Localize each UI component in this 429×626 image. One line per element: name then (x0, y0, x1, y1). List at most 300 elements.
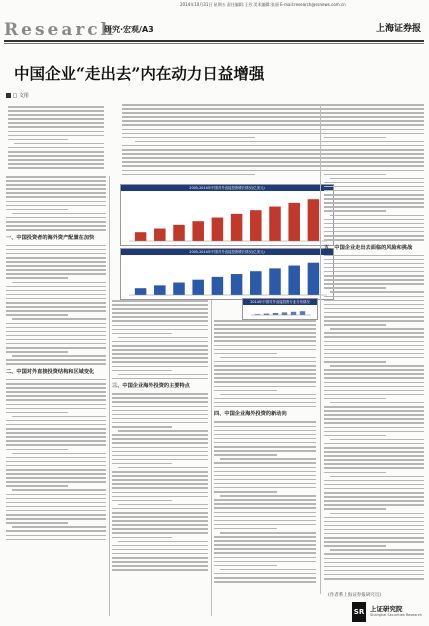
text-line (324, 165, 424, 167)
text-line (6, 269, 106, 271)
text-line (112, 447, 208, 449)
text-line (112, 500, 172, 502)
text-line (122, 120, 336, 122)
text-line (214, 520, 316, 522)
text-line (324, 422, 424, 424)
text-line (6, 245, 106, 247)
text-line (324, 312, 424, 314)
text-line (6, 221, 106, 223)
chart-bar (192, 221, 204, 241)
text-line (324, 120, 424, 122)
text-line (214, 487, 316, 489)
chart-1-title: 2005-2014年中国对外直接投资增长情况(亿美元) (121, 185, 333, 191)
author-marker (6, 93, 11, 98)
text-line (6, 444, 106, 446)
text-line (324, 504, 424, 506)
chart-1 (120, 184, 334, 246)
text-line (6, 436, 106, 438)
text-line (112, 463, 172, 465)
abstract-text (8, 106, 104, 169)
page-header (0, 0, 429, 45)
text-line (324, 386, 424, 388)
text-line (6, 180, 106, 182)
text-line (6, 310, 106, 312)
text-line (6, 530, 106, 532)
text-line (324, 443, 424, 445)
text-line (214, 557, 316, 559)
text-line (214, 548, 316, 550)
text-line (214, 340, 316, 342)
text-line (324, 255, 424, 257)
text-line (112, 341, 208, 343)
subhead-4: 四、中国企业海外投资的新动向 (214, 411, 287, 418)
chart-bar (288, 203, 300, 241)
text-line (112, 353, 208, 355)
text-line (122, 145, 336, 147)
text-line (6, 502, 106, 504)
text-line (6, 440, 106, 442)
chart-bar (231, 214, 243, 241)
text-line (214, 516, 316, 518)
text-line (324, 186, 424, 188)
text-line (324, 341, 424, 343)
text-line (214, 434, 316, 436)
text-line (112, 406, 208, 408)
text-line (122, 149, 336, 151)
text-line (214, 386, 316, 388)
text-line (324, 287, 386, 289)
chart-bar (282, 312, 287, 315)
text-line (214, 479, 316, 481)
column-1 (6, 176, 106, 596)
text-line (324, 500, 424, 502)
date-line: 2014年10月31日 星期五 责任编辑:王芳 美术编辑:张丽 E-mail:research@ssnews.com.cn (180, 2, 346, 7)
text-line (330, 402, 424, 404)
text-line (330, 215, 424, 217)
text-line (12, 355, 106, 357)
text-line (112, 370, 172, 372)
text-line (324, 373, 424, 375)
column-divider (109, 176, 110, 616)
text-line (324, 398, 386, 400)
chart-bar (273, 313, 278, 315)
text-line (214, 462, 316, 464)
section-label: 研究·宏观/A3 (104, 25, 154, 34)
text-line (6, 249, 106, 251)
text-line (220, 458, 316, 460)
text-line (122, 129, 336, 131)
chart-bar (308, 263, 320, 295)
text-line (214, 573, 316, 575)
text-line (324, 194, 424, 196)
chart-bar (192, 280, 204, 295)
text-line (118, 467, 208, 469)
text-line (6, 498, 106, 500)
text-line (112, 393, 208, 395)
text-line (112, 512, 208, 514)
text-line (330, 439, 424, 441)
text-line (324, 170, 424, 172)
text-line (6, 518, 106, 520)
text-line (324, 418, 424, 420)
text-line (8, 131, 104, 133)
text-line (6, 339, 106, 341)
text-line (214, 320, 316, 322)
chart-2 (120, 248, 334, 300)
text-line (324, 149, 424, 151)
text-line (122, 137, 255, 139)
text-line (214, 524, 316, 526)
text-line (112, 483, 208, 485)
text-line (122, 124, 336, 126)
text-line (112, 304, 208, 306)
text-line (6, 469, 106, 471)
text-line (214, 503, 316, 505)
text-line (12, 489, 106, 491)
text-line (135, 141, 336, 143)
text-line (6, 347, 106, 349)
text-line (112, 397, 208, 399)
text-line (324, 239, 424, 241)
text-line (324, 202, 424, 204)
chart-bar (250, 271, 262, 295)
text-line (324, 108, 424, 110)
text-line (122, 170, 336, 172)
text-line (214, 324, 316, 326)
chart-2-plot (121, 255, 333, 299)
text-line (8, 151, 104, 153)
text-line (324, 484, 424, 486)
text-line (330, 549, 424, 551)
text-line (112, 471, 208, 473)
text-line (6, 314, 68, 316)
text-line (112, 378, 208, 380)
author-byline (6, 92, 106, 99)
text-line (6, 205, 106, 207)
column-3 (214, 320, 316, 616)
text-line (324, 574, 424, 576)
text-line (220, 569, 316, 571)
column-4-text-b (324, 255, 424, 580)
text-line (324, 316, 424, 318)
header-rule (4, 40, 424, 42)
column-2-text-a (112, 300, 208, 379)
text-line (6, 302, 106, 304)
text-line (112, 442, 208, 444)
text-line (6, 327, 106, 329)
text-line (324, 174, 386, 176)
text-line (6, 465, 106, 467)
text-line (324, 349, 424, 351)
text-line (324, 219, 424, 221)
text-line (324, 336, 424, 338)
text-line (324, 447, 424, 449)
text-line (324, 223, 424, 225)
column-4 (324, 104, 424, 590)
chart-bar (300, 311, 305, 315)
text-line (330, 291, 424, 293)
text-line (324, 529, 424, 531)
text-line (112, 487, 208, 489)
text-line (112, 537, 172, 539)
text-line (8, 126, 104, 128)
text-line (6, 514, 106, 516)
text-line (324, 357, 424, 359)
text-line (112, 329, 208, 331)
text-line (8, 135, 104, 137)
text-line (324, 558, 424, 560)
column-2-text-b (112, 393, 208, 571)
text-line (324, 508, 386, 510)
text-line (324, 129, 424, 131)
text-line (214, 421, 316, 423)
text-line (112, 492, 208, 494)
text-line (112, 325, 208, 327)
column-divider (211, 300, 212, 616)
text-line (324, 427, 424, 429)
research-institute-logo (352, 602, 422, 622)
subhead-5: 五、中国企业走出去面临的风险和挑战 (324, 244, 413, 251)
text-line (112, 414, 208, 416)
chart-bar (231, 274, 243, 295)
text-line (6, 408, 106, 410)
text-line (324, 488, 424, 490)
text-line (324, 533, 424, 535)
text-line (112, 520, 208, 522)
text-line (214, 536, 316, 538)
logo-mark: SR (352, 602, 366, 622)
text-line (214, 398, 316, 400)
text-line (324, 145, 424, 147)
text-line (214, 369, 316, 371)
text-line (214, 361, 316, 363)
text-line (112, 565, 208, 567)
text-line (324, 304, 424, 306)
text-line (324, 480, 424, 482)
text-line (214, 328, 316, 330)
text-line (122, 104, 336, 106)
text-line (214, 373, 316, 375)
text-line (214, 512, 316, 514)
text-line (324, 308, 424, 310)
text-line (112, 524, 208, 526)
text-line (6, 225, 106, 227)
text-line (6, 387, 106, 389)
text-line (324, 578, 424, 580)
chart-2-title: 2005-2014年中国对外直接投资增长情况(亿美元) (121, 249, 333, 255)
text-line (324, 541, 424, 543)
text-line (6, 257, 106, 259)
text-line (6, 485, 68, 487)
text-line (324, 279, 424, 281)
text-line (324, 124, 424, 126)
chart-bar (212, 218, 224, 241)
text-line (8, 147, 104, 149)
subhead-2: 二、中国对外直接投资结构和区域变化 (6, 368, 95, 375)
text-line (324, 570, 424, 572)
subhead-1: 一、中国投资者的海外资产配置在加快 (6, 234, 95, 241)
column-1-text-b (6, 245, 106, 365)
text-line (112, 532, 208, 534)
text-line (112, 508, 208, 510)
text-line (324, 545, 386, 547)
text-line (112, 316, 208, 318)
text-line (6, 457, 106, 459)
text-line (8, 163, 104, 165)
text-line (8, 122, 104, 124)
text-line (214, 377, 316, 379)
text-line (122, 174, 255, 176)
text-line (6, 424, 106, 426)
text-line (214, 353, 277, 355)
text-line (112, 434, 208, 436)
text-line (6, 286, 106, 288)
article-title: 中国企业“走出去”内在动力日益增强 (14, 64, 265, 83)
text-line (324, 394, 424, 396)
text-line (324, 562, 424, 564)
text-line (324, 116, 424, 118)
text-line (6, 404, 106, 406)
chart-bar (250, 210, 262, 241)
text-line (6, 351, 68, 353)
author-name: □ 文彤 (12, 93, 29, 99)
text-line (6, 306, 106, 308)
text-line (214, 332, 316, 334)
text-line (324, 377, 424, 379)
text-line (12, 453, 106, 455)
text-line (112, 345, 208, 347)
text-line (324, 271, 424, 273)
chart-1-plot (121, 191, 333, 245)
text-line (112, 549, 208, 551)
text-line (324, 296, 424, 298)
abstract-block (8, 106, 104, 172)
text-line (112, 438, 208, 440)
chart-bar (308, 199, 320, 241)
text-line (324, 435, 386, 437)
text-line (112, 426, 172, 428)
text-line (112, 333, 172, 335)
text-line (112, 496, 208, 498)
text-line (324, 324, 386, 326)
text-line (214, 446, 316, 448)
text-line (324, 283, 424, 285)
text-line (324, 517, 424, 519)
text-line (324, 382, 424, 384)
text-line (324, 345, 424, 347)
text-line (324, 320, 424, 322)
text-line (324, 161, 424, 163)
text-line (6, 359, 106, 361)
column-4-text-a (324, 104, 424, 241)
intro-text (122, 104, 336, 175)
text-line (214, 426, 316, 428)
text-line (6, 383, 106, 385)
masthead: 上海证券报 (375, 24, 421, 34)
text-line (112, 300, 208, 302)
text-line (324, 451, 424, 453)
header-rule-thin (4, 43, 424, 44)
text-line (324, 182, 424, 184)
text-line (112, 308, 208, 310)
text-line (6, 412, 68, 414)
text-line (324, 263, 424, 265)
text-line (324, 521, 424, 523)
chart-3 (242, 298, 318, 320)
text-line (324, 133, 424, 135)
text-line (324, 361, 386, 363)
text-line (330, 476, 424, 478)
text-line (324, 353, 424, 355)
text-line (324, 227, 424, 229)
chart-bar (212, 277, 224, 295)
text-line (8, 118, 104, 120)
chart-bar (173, 225, 185, 241)
text-line (324, 459, 424, 461)
text-line (118, 504, 208, 506)
text-line (12, 416, 106, 418)
column-3-text-b (214, 421, 316, 582)
text-line (324, 235, 424, 237)
text-line (214, 491, 277, 493)
text-line (6, 494, 106, 496)
text-line (330, 141, 424, 143)
text-line (330, 513, 424, 515)
text-line (214, 528, 277, 530)
text-line (112, 312, 208, 314)
text-line (6, 343, 106, 345)
text-line (6, 188, 106, 190)
chart-3-plot (243, 305, 317, 319)
text-line (112, 418, 208, 420)
text-line (112, 422, 208, 424)
text-line (324, 190, 424, 192)
text-line (12, 282, 106, 284)
text-line (324, 553, 424, 555)
text-line (112, 569, 208, 571)
text-line (118, 430, 208, 432)
text-line (214, 402, 316, 404)
text-line (12, 526, 106, 528)
text-line (6, 217, 106, 219)
text-line (324, 496, 424, 498)
text-line (12, 213, 106, 215)
text-line (6, 473, 106, 475)
text-line (214, 438, 316, 440)
text-line (6, 294, 106, 296)
text-line (6, 535, 106, 537)
text-line (324, 431, 424, 433)
text-line (112, 557, 208, 559)
text-line (8, 106, 104, 108)
column-1-text-c (6, 379, 106, 540)
text-line (324, 206, 424, 208)
text-line (214, 442, 316, 444)
text-line (112, 479, 208, 481)
text-line (6, 265, 106, 267)
chart-bar (288, 266, 300, 295)
text-line (6, 379, 106, 381)
text-line (112, 455, 208, 457)
text-line (112, 553, 208, 555)
text-line (6, 363, 106, 365)
text-line (214, 406, 316, 408)
text-line (324, 492, 424, 494)
text-line (214, 561, 316, 563)
chart-3-title: 2014年中国对外直接投资行业分布情况 (243, 299, 317, 305)
text-line (324, 157, 424, 159)
text-line (214, 365, 316, 367)
